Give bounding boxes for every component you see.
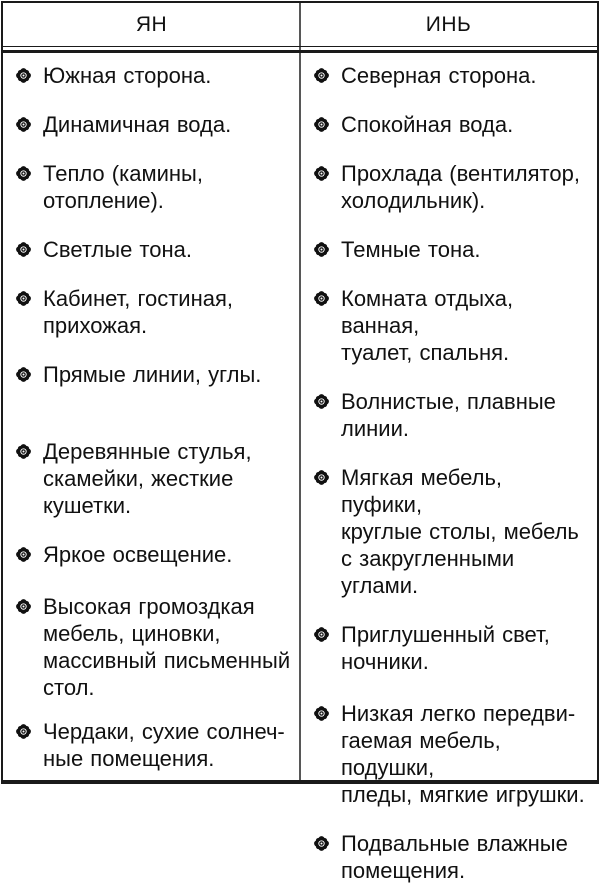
- item-text: Тепло (камины, отопление).: [43, 161, 203, 213]
- item-text: Северная сторона.: [341, 63, 537, 88]
- rosette-bullet-icon: [16, 367, 31, 382]
- list-item: [314, 236, 589, 263]
- list-item: [314, 285, 589, 366]
- list-item: [16, 541, 291, 568]
- rosette-bullet-icon: [314, 394, 329, 409]
- item-text: Темные тона.: [341, 237, 481, 262]
- list-item: [314, 464, 589, 599]
- list-item: [314, 111, 589, 138]
- list-item: [314, 388, 589, 442]
- rosette-bullet-icon: [16, 117, 31, 132]
- item-text: Деревянные стулья, скамейки, жесткие кушетки.: [43, 439, 252, 518]
- rosette-bullet-icon: [16, 599, 31, 614]
- list-item: [16, 62, 291, 89]
- list-item: [16, 438, 291, 519]
- item-text: Светлые тона.: [43, 237, 192, 262]
- list-item: [314, 700, 589, 808]
- item-text: Комната отдыха, ванная, туалет, спальня.: [341, 286, 514, 365]
- rosette-bullet-icon: [16, 444, 31, 459]
- rosette-bullet-icon: [16, 242, 31, 257]
- rosette-bullet-icon: [16, 68, 31, 83]
- list-item: [314, 62, 589, 89]
- yang-column: [3, 53, 299, 772]
- rosette-bullet-icon: [314, 706, 329, 721]
- yin-yang-table: [1, 1, 599, 883]
- rosette-bullet-icon: [16, 291, 31, 306]
- header-separator: [3, 46, 597, 53]
- rosette-bullet-icon: [314, 117, 329, 132]
- item-text: Подвальные влажные помещения.: [341, 831, 568, 883]
- list-item: [314, 621, 589, 675]
- item-text: Волнистые, плавные линии.: [341, 389, 556, 441]
- item-text: Динамичная вода.: [43, 112, 232, 137]
- list-item: [16, 593, 291, 701]
- rosette-bullet-icon: [16, 166, 31, 181]
- rosette-bullet-icon: [314, 836, 329, 851]
- item-text: Южная сторона.: [43, 63, 212, 88]
- item-text: Мягкая мебель, пуфики, круглые столы, мебель с закругленными углами.: [341, 465, 579, 598]
- header-yang: ЯН: [135, 12, 168, 36]
- item-text: Высокая громоздкая мебель, циновки, массивный письменный стол.: [43, 594, 291, 700]
- yin-column: [299, 53, 597, 884]
- list-item: [16, 718, 291, 772]
- list-item: [16, 285, 291, 339]
- yang-list: [16, 62, 291, 772]
- list-item: [314, 830, 589, 884]
- list-item: [16, 236, 291, 263]
- list-item: [314, 160, 589, 214]
- rosette-bullet-icon: [314, 470, 329, 485]
- list-item: [16, 111, 291, 138]
- table-header-row: [3, 3, 597, 46]
- item-text: Спокойная вода.: [341, 112, 514, 137]
- list-item: [16, 361, 291, 388]
- rosette-bullet-icon: [314, 166, 329, 181]
- yin-list: [314, 62, 589, 884]
- list-item: [16, 160, 291, 214]
- item-text: Кабинет, гостиная, прихожая.: [43, 286, 234, 338]
- rosette-bullet-icon: [314, 68, 329, 83]
- rosette-bullet-icon: [16, 547, 31, 562]
- rosette-bullet-icon: [314, 242, 329, 257]
- header-yin: ИНЬ: [425, 12, 472, 36]
- item-text: Низкая легко передви- гаемая мебель, подушки, пледы, мягкие игрушки.: [341, 701, 585, 807]
- item-text: Приглушенный свет, ночники.: [341, 622, 550, 674]
- rosette-bullet-icon: [314, 291, 329, 306]
- table-body: [3, 53, 597, 884]
- item-text: Прохлада (вентилятор, холодильник).: [341, 161, 580, 213]
- item-text: Чердаки, сухие солнеч- ные помещения.: [43, 719, 285, 771]
- rosette-bullet-icon: [314, 627, 329, 642]
- item-text: Яркое освещение.: [43, 542, 233, 567]
- rosette-bullet-icon: [16, 724, 31, 739]
- item-text: Прямые линии, углы.: [43, 362, 262, 387]
